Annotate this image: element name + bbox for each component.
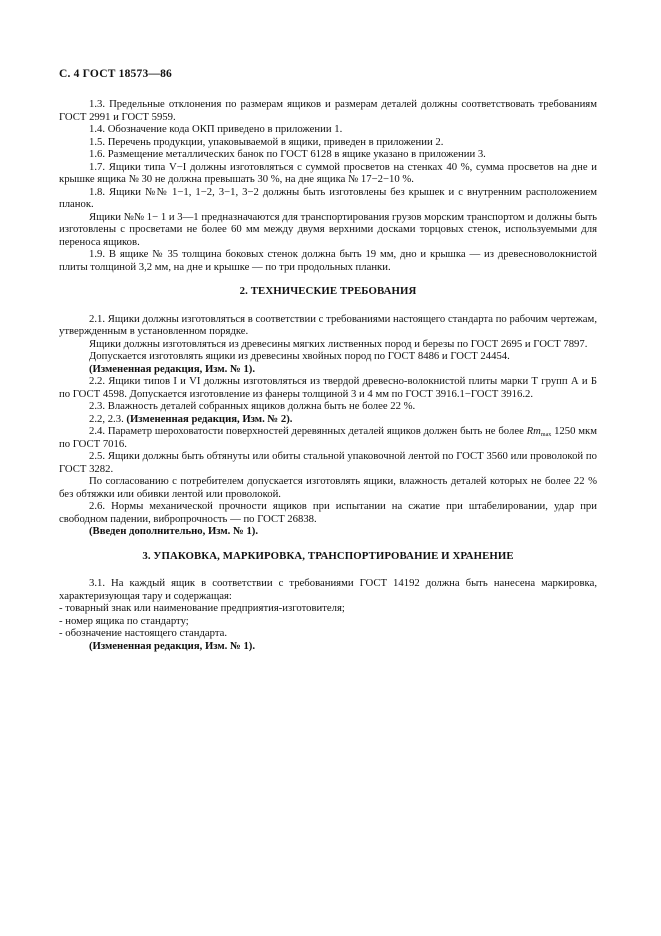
paragraph-2-1-wood: Ящики должны изготовляться из древесины мягких лиственных пород и березы по ГОСТ 2695 и ГОСТ 7897. (89, 337, 588, 350)
section-3-title: 3. УПАКОВКА, МАРКИРОВКА, ТРАНСПОРТИРОВАНИЕ И ХРАНЕНИЕ (142, 549, 514, 562)
paragraph-2-3: 2.3. Влажность деталей собранных ящиков должна быть не более 22 %. (89, 400, 416, 412)
list-item: - номер ящика по стандарту; (59, 614, 189, 627)
paragraph-1-6: 1.6. Размещение металлических банок по ГОСТ 6128 в ящике указано в приложении 3. (89, 148, 486, 160)
paragraph-2-4-tail: 1250 мкм по ГОСТ 7016. (59, 425, 597, 450)
paragraph-2-2-2-3-note (59, 413, 597, 426)
roughness-symbol: Rm (526, 425, 541, 437)
paragraph-2-1-conifer: Допускается изготовлять ящики из древесины хвойных пород по ГОСТ 8486 и ГОСТ 24454. (89, 350, 510, 362)
amendment-note: (Измененная редакция, Изм. № 1). (89, 362, 256, 375)
paragraph-2-5-agreement: По согласованию с потребителем допускается изготовлять ящики, влажность деталей которых не более 22 % без обтяжки или обивки лентой или проволокой. (59, 475, 597, 500)
paragraph-2-5: 2.5. Ящики должны быть обтянуты или обиты стальной упаковочной лентой по ГОСТ 3560 или проволокой по ГОСТ 3282. (59, 450, 597, 475)
paragraph-2-6: 2.6. Нормы механической прочности ящиков при испытании на сжатие при штабелировании, удар при свободном падении, вибропрочность — по ГОСТ 26838. (59, 500, 597, 525)
list-item: - товарный знак или наименование предприятия-изготовителя; (59, 602, 345, 614)
addition-note: (Введен дополнительно, Изм. № 1). (89, 525, 259, 537)
paragraph-1-9: 1.9. В ящике № 35 толщина боковых стенок должна быть 19 мм, дно и крышка — из древесноволокнистой плиты толщиной 3,2 мм, на дне и крышке — по три продольных планки. (59, 248, 597, 273)
roughness-subscript: max (540, 432, 552, 438)
paragraph-1-5: 1.5. Перечень продукции, упаковываемой в ящики, приведен в приложении 2. (89, 135, 444, 148)
paragraph-1-7: 1.7. Ящики типа V−I должны изготовляться с суммой просветов на стенках 40 %, сумма просветов на дне и крышке ящика № 30 не должна превышать 30 %, на дне ящика № 17−2−10 %. (59, 160, 597, 185)
paragraph-1-3: 1.3. Предельные отклонения по размерам ящиков и размерам деталей должны соответствовать требованиям ГОСТ 2991 и ГОСТ 5959. (59, 98, 597, 123)
paragraph-2-4-text: 2.4. Параметр шероховатости поверхностей деревянных деталей ящиков должен быть не более (89, 425, 527, 437)
paragraph-3-1: 3.1. На каждый ящик в соответствии с требованиями ГОСТ 14192 должна быть нанесена маркировка, характеризующая тару и содержащая: (59, 577, 597, 602)
paragraph-2-4 (59, 425, 597, 450)
paragraph-1-8-note: Ящики №№ 1− 1 и 3—1 предназначаются для транспортирования грузов морским транспортом и должны быть изготовлены с просветами не более 60 мм между двумя верхними досками торцовых стенок, используемыми для переноса ящиков. (59, 210, 597, 248)
amendment-note: (Измененная редакция, Изм. № 2). (126, 412, 293, 425)
paragraph-1-4: 1.4. Обозначение кода ОКП приведено в приложении 1. (89, 123, 343, 135)
document-body (59, 98, 597, 652)
list-item: - обозначение настоящего стандарта. (59, 627, 228, 639)
section-2-title: 2. ТЕХНИЧЕСКИЕ ТРЕБОВАНИЯ (239, 285, 417, 297)
paragraph-2-1: 2.1. Ящики должны изготовляться в соответствии с требованиями настоящего стандарта по рабочим чертежам, утвержденным в установленном порядке. (59, 312, 597, 337)
amendment-note: (Измененная редакция, Изм. № 1). (89, 639, 256, 652)
note-prefix: 2.2, 2.3. (89, 412, 127, 425)
paragraph-1-8: 1.8. Ящики №№ 1−1, 1−2, 3−1, 3−2 должны быть изготовлены без крышек и с внутренним расположением планок. (59, 185, 597, 210)
page-header: С. 4 ГОСТ 18573—86 (59, 68, 172, 80)
paragraph-2-2: 2.2. Ящики типов I и VI должны изготовляться из твердой древесно-волокнистой плиты марки Т групп А и Б по ГОСТ 4598. Допускается изготовление из фанеры толщиной 3 и 4 мм по ГОСТ 3916.1−ГОСТ 3916.2. (59, 375, 597, 400)
